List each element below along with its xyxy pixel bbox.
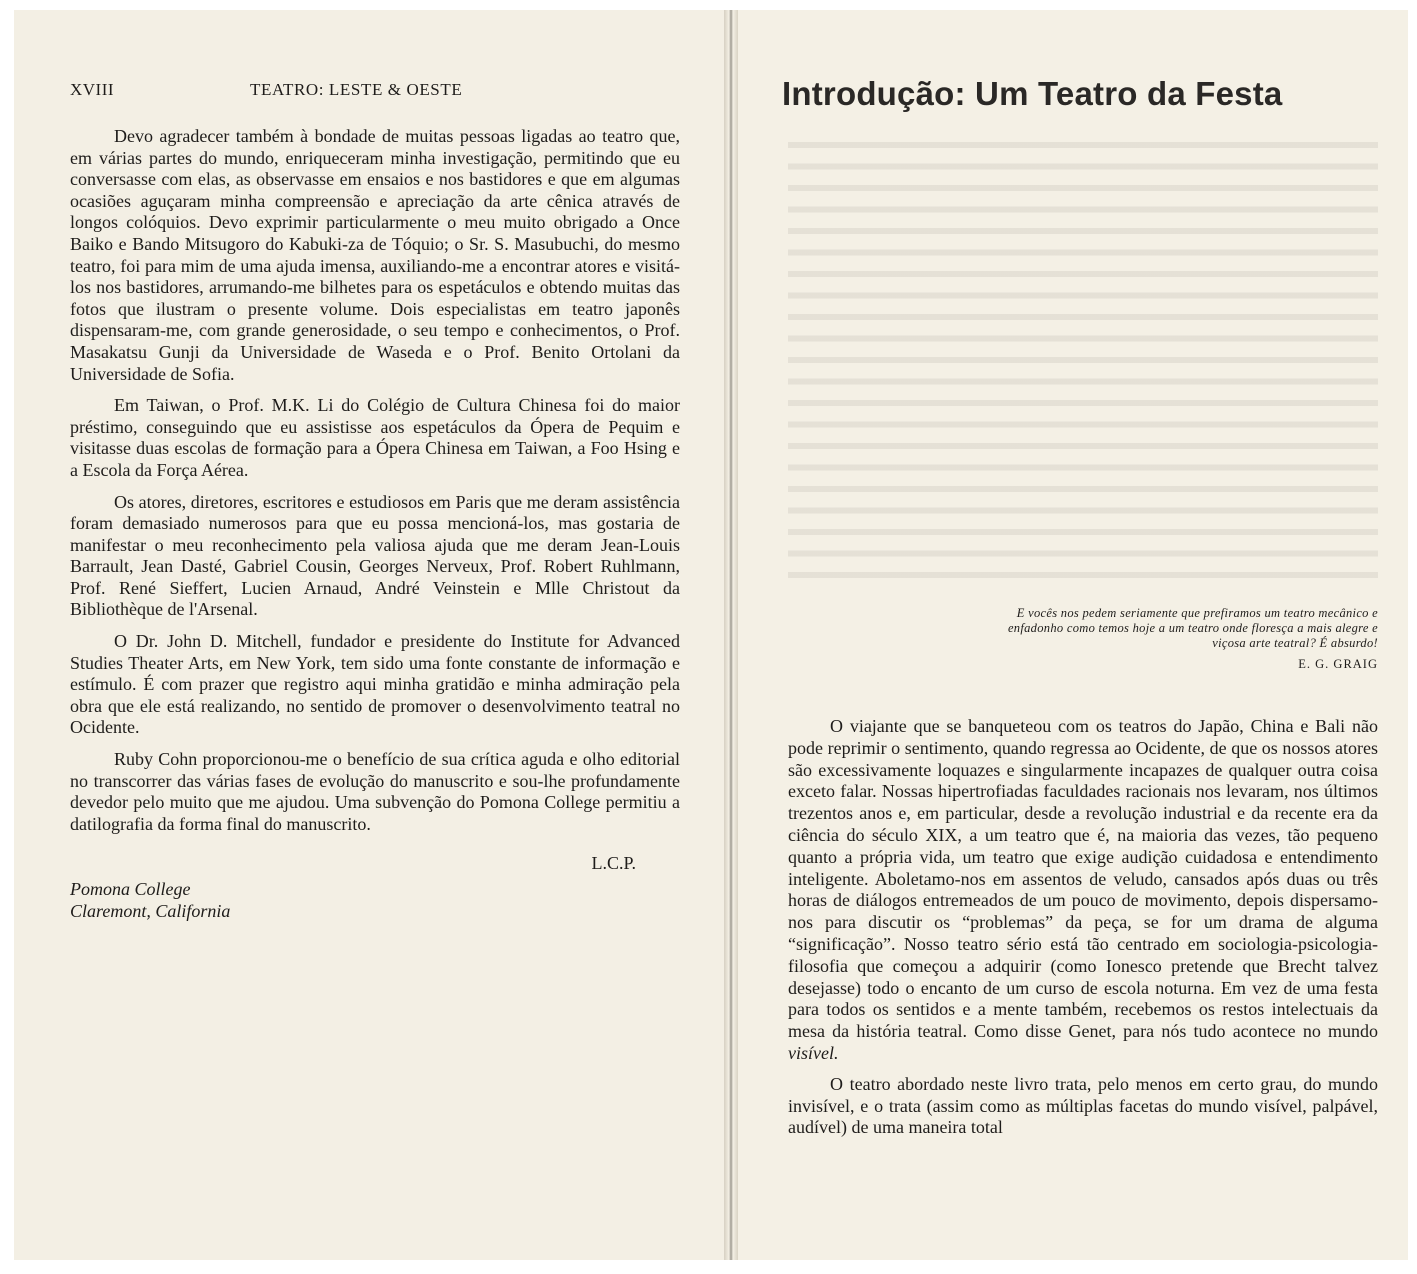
introduction-text xyxy=(788,716,1378,1139)
show-through-area xyxy=(788,130,1378,580)
paragraph xyxy=(788,716,1378,1065)
running-head-title: TEATRO: LESTE & OESTE xyxy=(250,80,463,99)
book-gutter xyxy=(724,10,738,1260)
book-spread xyxy=(14,10,1408,1260)
epigraph-text: E vocês nos pedem seriamente que prefiramos um teatro mecânico e enfadonho como temos hoje a um teatro onde floresça a mais alegre e viçosa arte teatral? É absurdo! xyxy=(1007,606,1378,650)
paragraph: O Dr. John D. Mitchell, fundador e presidente do Institute for Advanced Studies Theater Arts, em New York, tem sido uma fonte constante de informação e estímulo. É com prazer que registro aqui minha gratidão e minha admiração pela obra que ele está realizando, no sentido de promover o desenvolvimento teatral no Ocidente. xyxy=(70,631,680,738)
paragraph: Os atores, diretores, escritores e estudiosos em Paris que me deram assistência foram demasiado numerosos para que eu possa mencioná-los, mas gostaria de manifestar o meu reconhecimento pela valiosa ajuda que me deram Jean-Louis Barrault, Jean Dasté, Gabriel Cousin, Georges Nerveux, Prof. Robert Ruhlmann, Prof. René Sieffert, Lucien Arnaud, André Veinstein e Mlle Christout da Bibliothèque de l'Arsenal. xyxy=(70,491,680,620)
left-page xyxy=(14,10,724,1260)
acknowledgements-text xyxy=(70,126,680,835)
place-line: Claremont, California xyxy=(70,901,231,922)
paragraph: Em Taiwan, o Prof. M.K. Li do Colégio de Cultura Chinesa foi do maior préstimo, conseguindo que eu assistisse aos espetáculos da Ópera de Pequim e visitasse duas escolas de formação para a Ópera Chinesa em Taiwan, a Foo Hsing e a Escola da Força Aérea. xyxy=(70,395,680,480)
emphasis-word: visível. xyxy=(788,1042,839,1063)
paragraph: Devo agradecer também à bondade de muitas pessoas ligadas ao teatro que, em várias partes do mundo, enriqueceram minha investigação, permitindo que eu conversasse com elas, as observasse em ensaios e nos bastidores e que em algumas ocasiões aguçaram minha compreensão e apreciação da arte cênica através de longos colóquios. Devo exprimir particularmente o meu muito obrigado a Once Baiko e Bando Mitsugoro do Kabuki-za de Tóquio; o Sr. S. Masubuchi, do mesmo teatro, foi para mim de uma ajuda imensa, auxiliando-me a encontrar atores e visitá-los nos bastidores, arrumando-me bilhetes para os espetáculos e obtendo muitas das fotos que ilustram o presente volume. Dois especialistas em teatro japonês dispensaram-me, com grande generosidade, o seu tempo e conhecimentos, o Prof. Masakatsu Gunji da Universidade de Waseda e o Prof. Benito Ortolani da Universidade de Sofia. xyxy=(70,126,680,384)
running-head xyxy=(70,78,680,102)
paragraph-text: O viajante que se banqueteou com os teatros do Japão, China e Bali não pode reprimir o sentimento, quando regressa ao Ocidente, de que os nossos atores são excessivamente loquazes e singularmente incapazes de qualquer outra coisa exceto falar. Nossas hipertrofiadas faculdades racionais nos levaram, nos últimos trezentos anos e, em particular, desde a revolução industrial e da recente era da ciência do século XIX, a um teatro que é, na maioria das vezes, tão pequeno quanto a própria vida, um teatro que exige audição cuidadosa e entendimento inteligente. Aboletamo-nos em assentos de veludo, cansados após duas ou três horas de diálogos entremeados de um pouco de movimento, depois dispersamo-nos para discutir os “problemas” da peça, se for um drama de alguma “significação”. Nosso teatro sério está tão centrado em sociologia-psicologia-filosofia que começou a adquirir (como Ionesco pretende que Brecht talvez desejasse) todo o encanto de um curso de escola noturna. Em vez de uma festa para todos os sentidos e a mente também, recebemos os restos intelectuais da mesa da história teatral. Como disse Genet, para nós tudo acontece no mundo xyxy=(788,716,1378,1042)
paragraph: O teatro abordado neste livro trata, pelo menos em certo grau, do mundo invisível, e o trata (assim como as múltiplas facetas do mundo visível, palpável, audível) de uma maneira total xyxy=(788,1073,1378,1138)
epigraph-author: E. G. GRAIG xyxy=(1298,657,1378,671)
chapter-title: Introdução: Um Teatro da Festa xyxy=(782,75,1283,112)
author-initials: L.C.P. xyxy=(591,853,636,874)
right-page xyxy=(738,10,1408,1260)
page-number: XVIII xyxy=(70,80,115,99)
epigraph xyxy=(908,606,1378,672)
place-line: Pomona College xyxy=(70,879,191,900)
paragraph: Ruby Cohn proporcionou-me o benefício de sua crítica aguda e olho editorial no transcorrer das várias fases de evolução do manuscrito e sou-lhe profundamente devedor pelo muito que me ajudou. Uma subvenção do Pomona College permitiu a datilografia da forma final do manuscrito. xyxy=(70,749,680,834)
